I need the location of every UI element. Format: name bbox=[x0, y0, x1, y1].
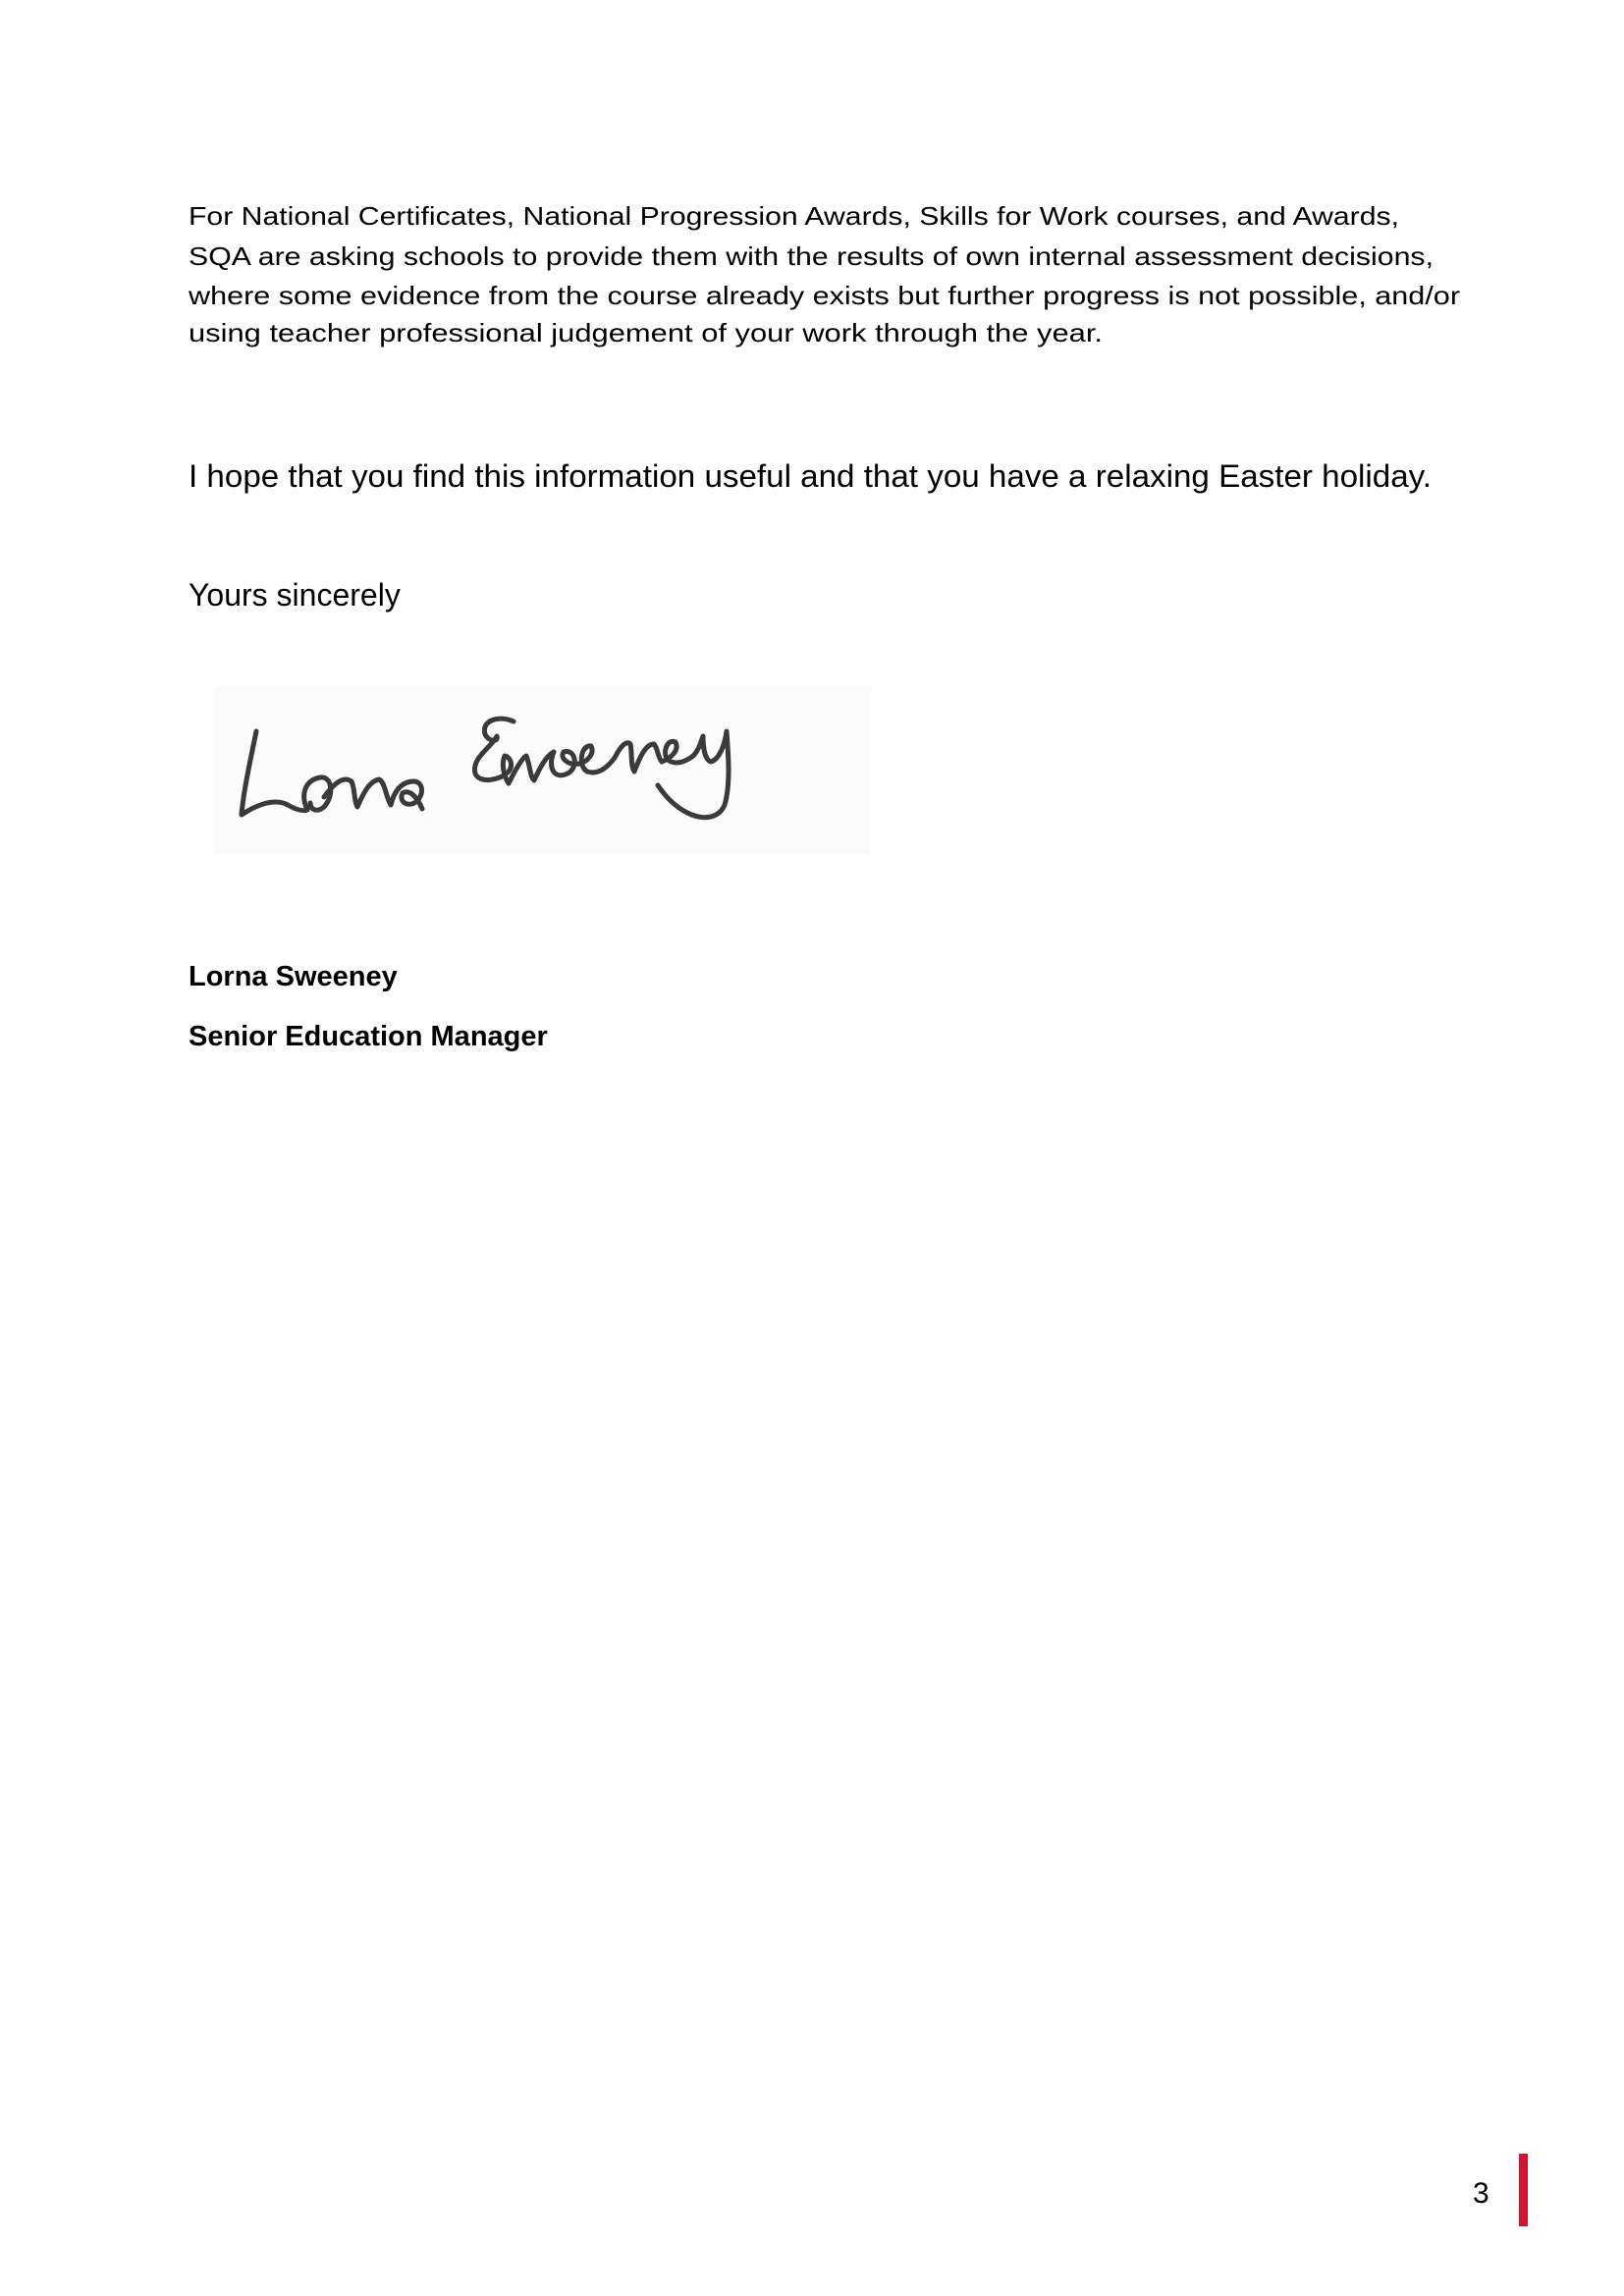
signatory-name: Lorna Sweeney bbox=[189, 961, 398, 992]
page-accent-bar bbox=[1519, 2154, 1528, 2226]
closing-line: I hope that you find this information useful and that you have a relaxing Easter holiday. bbox=[189, 458, 1432, 494]
paragraph-line: using teacher professional judgement of your work through the year. bbox=[189, 318, 1103, 347]
paragraph-line: SQA are asking schools to provide them with the results of own internal assessment decisions, bbox=[189, 241, 1434, 271]
signatory-title: Senior Education Manager bbox=[189, 1021, 548, 1052]
page-number: 3 bbox=[1473, 2177, 1489, 2210]
handwritten-signature bbox=[214, 687, 871, 854]
signature-ink bbox=[242, 719, 729, 818]
sign-off: Yours sincerely bbox=[189, 577, 401, 613]
paragraph-line: For National Certificates, National Progression Awards, Skills for Work courses, and Awards, bbox=[189, 201, 1399, 231]
paragraph-line: where some evidence from the course already exists but further progress is not possible, and/or bbox=[189, 281, 1460, 310]
